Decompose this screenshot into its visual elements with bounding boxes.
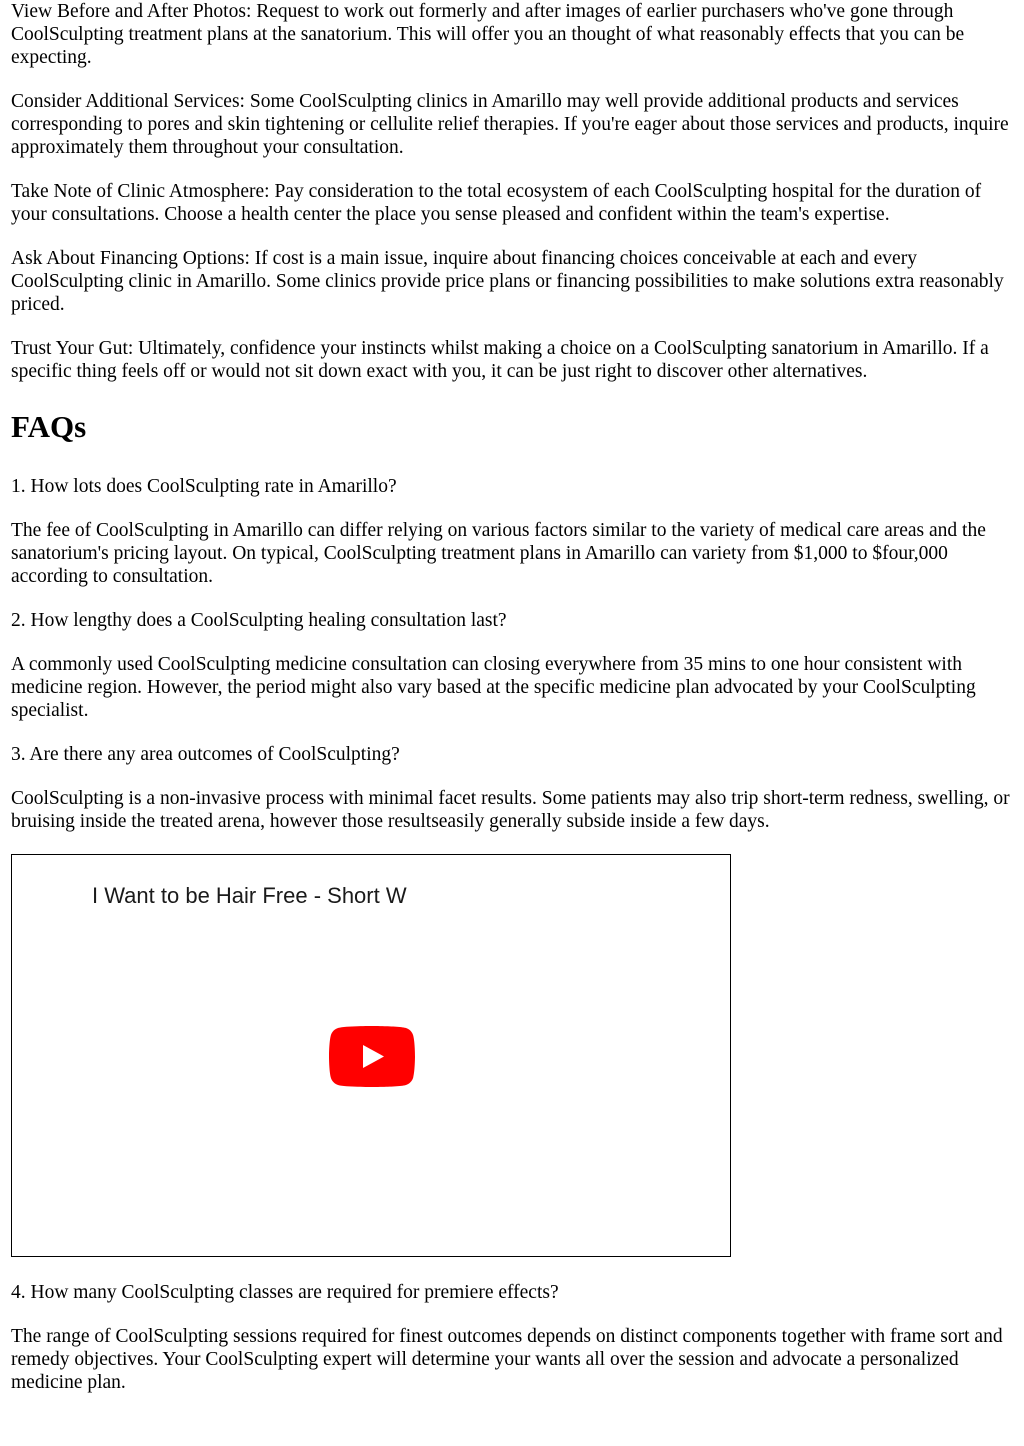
paragraph-before-after-photos: View Before and After Photos: Request to work out formerly and after images of earlier purchasers who've gone through CoolSculpting treatment plans at the sanatorium. This will offer you an thought of what reasonably effects that you can be expecting. bbox=[11, 1, 965, 68]
paragraph-financing-options: Ask About Financing Options: If cost is a main issue, inquire about financing choices conceivable at each and every CoolSculpting clinic in Amarillo. Some clinics provide price plans or financing possibilities to make solutions extra reasonably priced. bbox=[11, 248, 1004, 315]
faq-question-4: 4. How many CoolSculpting classes are required for premiere effects? bbox=[11, 1282, 559, 1303]
faq-question-2: 2. How lengthy does a CoolSculpting healing consultation last? bbox=[11, 610, 507, 631]
faq-answer-4: The range of CoolSculpting sessions required for finest outcomes depends on distinct components together with frame sort and remedy objectives. Your CoolSculpting expert will determine your wants all over the session and advocate a personalized medicine plan. bbox=[11, 1326, 1003, 1393]
faq-heading: FAQs bbox=[11, 409, 87, 444]
youtube-play-icon[interactable] bbox=[329, 1026, 415, 1087]
faq-answer-2: A commonly used CoolSculpting medicine consultation can closing everywhere from 35 mins to one hour consistent with medicine region. However, the period might also vary based at the specific medicine plan advocated by your CoolSculpting specialist. bbox=[11, 654, 976, 721]
faq-question-3: 3. Are there any area outcomes of CoolSculpting? bbox=[11, 744, 400, 765]
embedded-video-player[interactable] bbox=[11, 854, 731, 1257]
paragraph-additional-services: Consider Additional Services: Some CoolSculpting clinics in Amarillo may well provide additional products and services corresponding to pores and skin tightening or cellulite relief therapies. If you're eager about those services and products, inquire approximately them throughout your consultation. bbox=[11, 91, 1009, 158]
paragraph-clinic-atmosphere: Take Note of Clinic Atmosphere: Pay consideration to the total ecosystem of each CoolSculpting hospital for the duration of your consultations. Choose a health center the place you sense pleased and confident within the team's expertise. bbox=[11, 181, 982, 225]
faq-question-1: 1. How lots does CoolSculpting rate in Amarillo? bbox=[11, 476, 397, 497]
faq-answer-1: The fee of CoolSculpting in Amarillo can differ relying on various factors similar to the variety of medical care areas and the sanatorium's pricing layout. On typical, CoolSculpting treatment plans in Amarillo can variety from $1,000 to $four,000 according to consultation. bbox=[11, 520, 986, 587]
video-title[interactable]: I Want to be Hair Free - Short W bbox=[92, 883, 407, 908]
faq-answer-3: CoolSculpting is a non-invasive process with minimal facet results. Some patients may also trip short-term redness, swelling, or bruising inside the treated arena, however those resultseasily generally subside inside a few days. bbox=[11, 788, 1010, 832]
paragraph-trust-your-gut: Trust Your Gut: Ultimately, confidence your instincts whilst making a choice on a CoolSculpting sanatorium in Amarillo. If a specific thing feels off or would not sit down exact with you, it can be just right to discover other alternatives. bbox=[11, 338, 989, 382]
